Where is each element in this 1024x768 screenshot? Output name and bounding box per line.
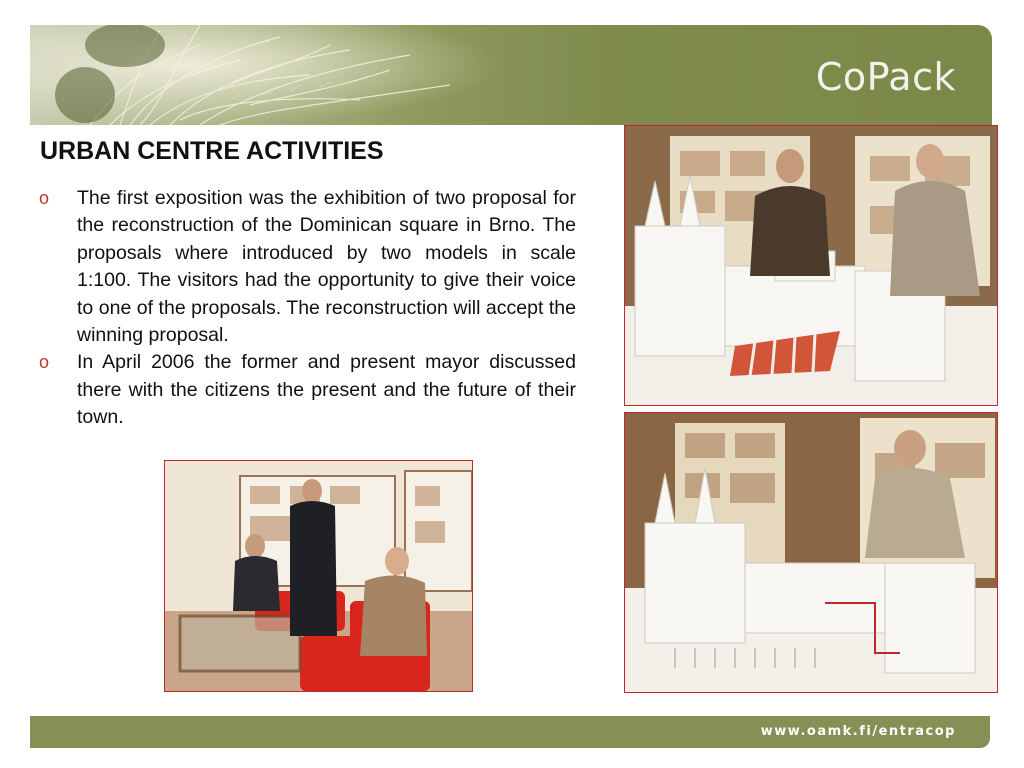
bullet-item	[38, 185, 576, 349]
page-title: URBAN CENTRE ACTIVITIES	[40, 137, 384, 165]
bullet-text: The first exposition was the exhibition of two proposal for the reconstruction of the Dominican square in Brno. The proposals where introduced by two models in scale 1:100. The visitors had the opportunity to give their voice to one of the proposals. The reconstruction will accept the winning proposal.	[77, 187, 576, 347]
bullet-list	[38, 185, 576, 432]
header-banner	[30, 25, 992, 125]
bullet-marker-icon: o	[39, 188, 50, 208]
footer-bar	[30, 716, 990, 748]
bullet-marker-icon: o	[39, 352, 50, 373]
brand-logo-text: CoPack	[815, 55, 956, 99]
photo-model-with-visitor	[624, 412, 998, 693]
bullet-text: In April 2006 the former and present mayor discussed there with the citizens the present and the future of their town.	[77, 351, 576, 429]
bullet-item	[38, 349, 576, 431]
footer-url-text: www.oamk.fi/entracop	[760, 724, 956, 739]
photo-architectural-model-visitors	[624, 125, 998, 406]
photo-mayors-discussion	[164, 460, 473, 692]
plant-decoration-image	[30, 25, 550, 125]
